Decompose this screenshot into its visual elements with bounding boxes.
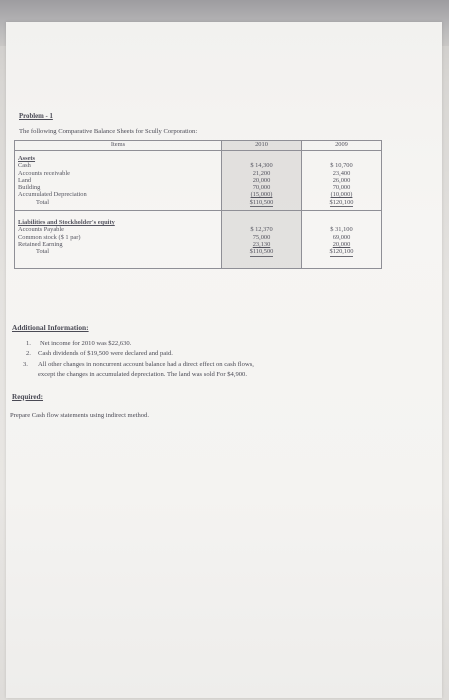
asset-label: Land [18,176,32,184]
problem-intro: The following Comparative Balance Sheets for Scully Corporation: [19,128,198,135]
required-heading: Required: [12,393,44,401]
info-item-num: 3. [23,361,28,368]
asset-label: Cash [18,162,31,170]
additional-info-heading: Additional Information: [12,323,89,332]
info-item-text: All other changes in noncurrent account balance had a direct effect on cash flows, [38,361,254,368]
info-item-text: Cash dividends of $19,500 were declared and paid. [38,350,173,357]
liability-value-2009: 69,000 [332,233,351,241]
assets-section [15,151,382,211]
table-header-row [15,141,382,151]
asset-label: Accounts receivable [18,169,70,177]
asset-value-2009: 23,400 [332,169,351,177]
liability-value-2009: 20,000 [332,240,351,248]
asset-value-2009: 26,000 [332,176,351,184]
asset-label: Accumulated Depreciation [18,191,87,199]
asset-value-2010: 21,200 [252,169,271,177]
assets-total-2009: $120,100 [329,198,354,206]
info-item-continuation: except the changes in accumulated depreciation. The land was sold For $4,900. [38,371,247,378]
asset-value-2010: (15,000) [250,191,273,199]
asset-value-2009: $ 10,700 [330,162,353,170]
liab-total-2009: $120,100 [329,248,354,256]
liability-value-2010: 23,130 [252,240,271,248]
liabilities-section [15,211,382,268]
assets-total-label: Total [36,198,50,206]
asset-value-2009: (10,000) [330,191,353,199]
assets-total-2010: $110,500 [249,198,274,206]
header-2009: 2009 [301,141,381,151]
assets-heading: Assets [18,155,36,162]
liability-value-2010: 75,000 [252,233,271,241]
liability-label: Retained Earning [18,240,63,248]
info-item-num: 2. [26,350,31,357]
asset-value-2009: 70,000 [332,184,351,192]
liab-total-2010: $110,500 [249,248,274,256]
required-text: Prepare Cash flow statements using indirect method. [10,412,149,419]
asset-value-2010: $ 14,300 [250,162,273,170]
liability-value-2009: $ 31,100 [330,226,353,234]
liabilities-heading: Liabilities and Stockholder's equity [18,219,115,227]
asset-value-2010: 70,000 [252,184,271,192]
liability-value-2010: $ 12,370 [250,226,273,234]
balance-sheet-table [14,140,382,269]
info-item-text: Net income for 2010 was $22,630. [40,340,132,347]
asset-value-2010: 20,000 [252,176,271,184]
info-item-num: 1. [26,340,31,347]
liab-total-label: Total [36,248,50,256]
paper-sheet [6,22,442,698]
liability-label: Accounts Payable [18,226,64,234]
problem-heading: Problem - 1 [19,113,53,120]
header-2010: 2010 [222,141,302,151]
liability-label: Common stock ($ 1 par) [18,233,81,241]
asset-label: Building [18,184,41,192]
header-items: Items [15,141,222,151]
